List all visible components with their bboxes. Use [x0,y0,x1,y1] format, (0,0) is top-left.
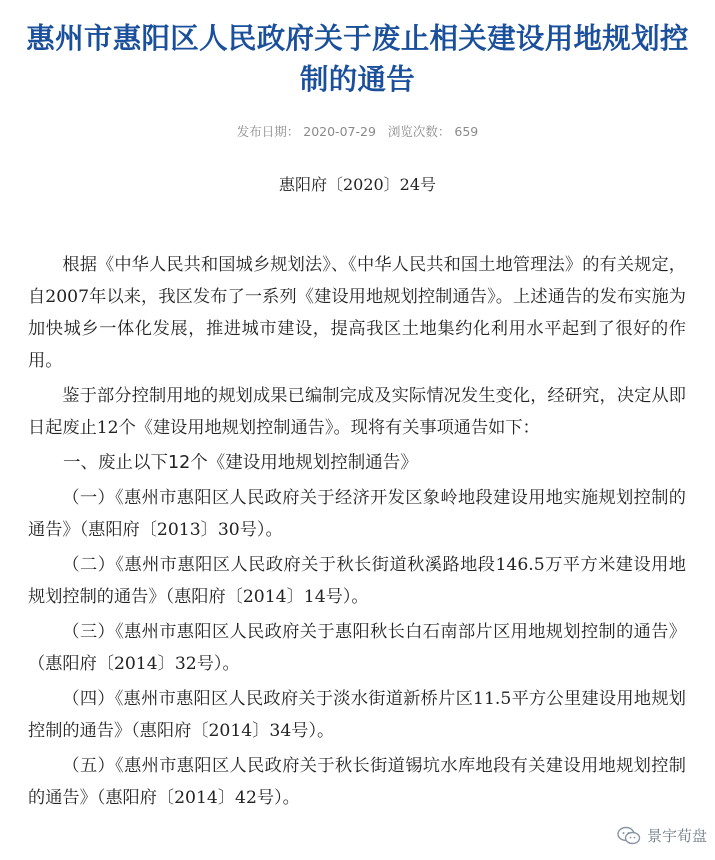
watermark-text: 景宇荀盘 [646,827,707,845]
watermark [617,825,707,846]
list-item: （一）《惠州市惠阳区人民政府关于经济开发区象岭地段建设用地实施规划控制的通告》（惠阳府〔2013〕30号）。 [28,488,686,540]
wechat-icon [617,826,641,846]
section-heading: 一、废止以下12个《建设用地规划控制通告》 [63,453,418,473]
view-count [386,124,480,139]
paragraph: 鉴于部分控制用地的规划成果已编制完成及实际情况发生变化，经研究，决定从即日起废止12个《建设用地规划控制通告》。现将有关事项通告如下： [28,386,686,438]
publish-date-value: 2020-07-29 [303,124,376,139]
list-item: （五）《惠州市惠阳区人民政府关于秋长街道锡坑水库地段有关建设用地规划控制的通告》（惠阳府〔2014〕42号）。 [28,756,686,808]
document-number: 惠阳府〔2020〕24号 [278,175,437,194]
paragraph: 根据《中华人民共和国城乡规划法》、《中华人民共和国土地管理法》的有关规定，自2007年以来，我区发布了一系列《建设用地规划控制通告》。上述通告的发布实施为加快城乡一体化发展，推进城市建设，提高我区土地集约化利用水平起到了很好的作用。 [28,255,686,371]
views-label: 浏览次数： [387,124,451,139]
publish-date [235,124,378,139]
article-meta [0,124,715,140]
list-item: （三）《惠州市惠阳区人民政府关于惠阳秋长白石南部片区用地规划控制的通告》（惠阳府〔2014〕32号）。 [28,622,686,674]
list-item: （二）《惠州市惠阳区人民政府关于秋长街道秋溪路地段146.5万平方米建设用地规划控制的通告》（惠阳府〔2014〕14号）。 [28,555,686,607]
list-item: （四）《惠州市惠阳区人民政府关于淡水街道新桥片区11.5平方公里建设用地规划控制的通告》（惠阳府〔2014〕34号）。 [28,689,686,741]
article-body [28,249,686,817]
page-title: 惠州市惠阳区人民政府关于废止相关建设用地规划控制的通告 [26,22,689,96]
views-value: 659 [454,124,479,139]
publish-label: 发布日期： [236,124,300,139]
